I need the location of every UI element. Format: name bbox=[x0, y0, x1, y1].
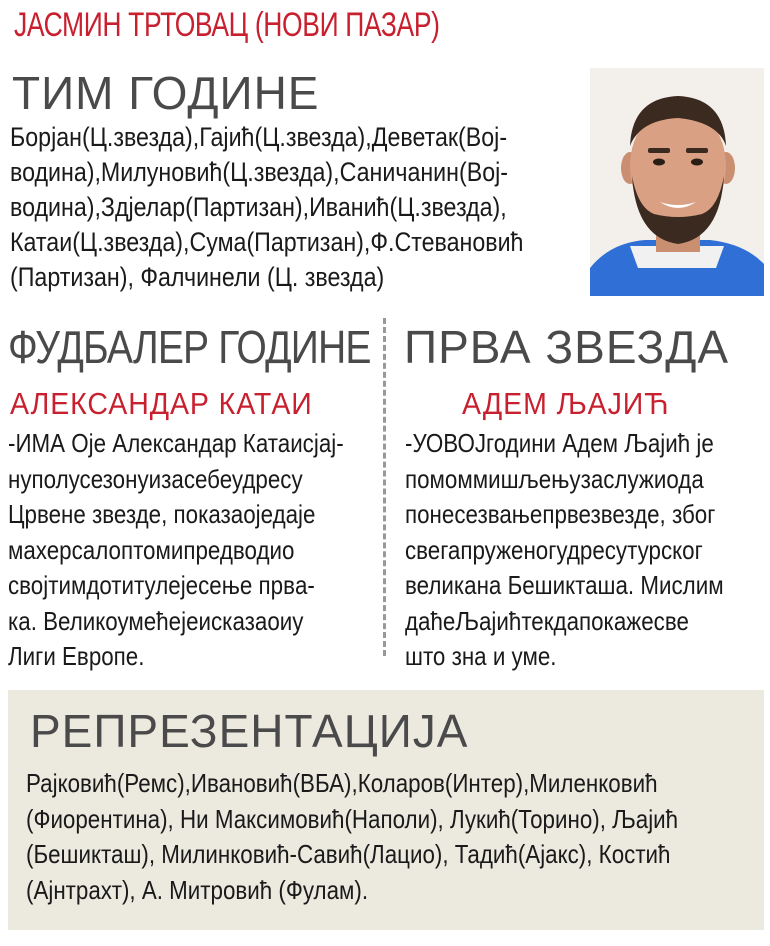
player-of-year-text: -ИМА Оје Александар Катаисјај- нуполусезонуизасебеудресу Црвене звезде, показаоједаје махерсалоптомипредводио својтимдотитулејесење првa- ка. Великоумећејеисказаоиу Лиги Европе. bbox=[8, 428, 344, 671]
first-star-heading: ПРВА ЗВЕЗДА bbox=[404, 321, 730, 373]
team-of-year-text: Борјан(Ц.звезда),Гајић(Ц.звезда),Деветак(Вој- водина),Милуновић(Ц.звезда),Саничанин(Вој- водина),Здјелар(Партизан),Иванић(Ц.звезда), Катаи(Ц.звезда),Сума(Партизан),Ф.Стевановић (Партизан), Фалчинели (Ц. звезда) bbox=[10, 122, 524, 292]
column-divider bbox=[383, 318, 386, 656]
team-of-year-heading: ТИМ ГОДИНЕ bbox=[12, 67, 320, 119]
first-star-name: АДЕМ ЉАЈИЋ bbox=[462, 386, 670, 421]
national-team-text: Рајковић(Ремс),Ивановић(ВБА),Коларов(Интер),Миленковић (Фиорентина), Ни Максимовић(Наполи), Лукић(Торино), Љајић (Бешикташ), Милинковић-Савић(Лацио), Тадић(Ајакс), Костић (Ајнтрахт), А. Митровић (Фулам). bbox=[26, 768, 679, 905]
player-of-year-name: АЛЕКСАНДАР КАТАИ bbox=[10, 386, 313, 421]
player-photo bbox=[590, 68, 764, 296]
page-header: ЈАСМИН ТРТОВАЦ (НОВИ ПАЗАР) bbox=[14, 6, 440, 44]
first-star-text: -УОВОЈгодини Адем Љајић је помоммишљењузаслужиода понесезвањепрвезвезде, због свегапруженогудресутурског великана Бешикташа. Мислим даћеЉајићтекдапокажесве што зна и уме. bbox=[405, 428, 724, 671]
player-portrait-image bbox=[590, 68, 764, 296]
player-of-year-heading: ФУДБАЛЕР ГОДИНЕ bbox=[8, 321, 371, 373]
national-team-heading: РЕПРЕЗЕНТАЦИЈА bbox=[30, 705, 469, 757]
